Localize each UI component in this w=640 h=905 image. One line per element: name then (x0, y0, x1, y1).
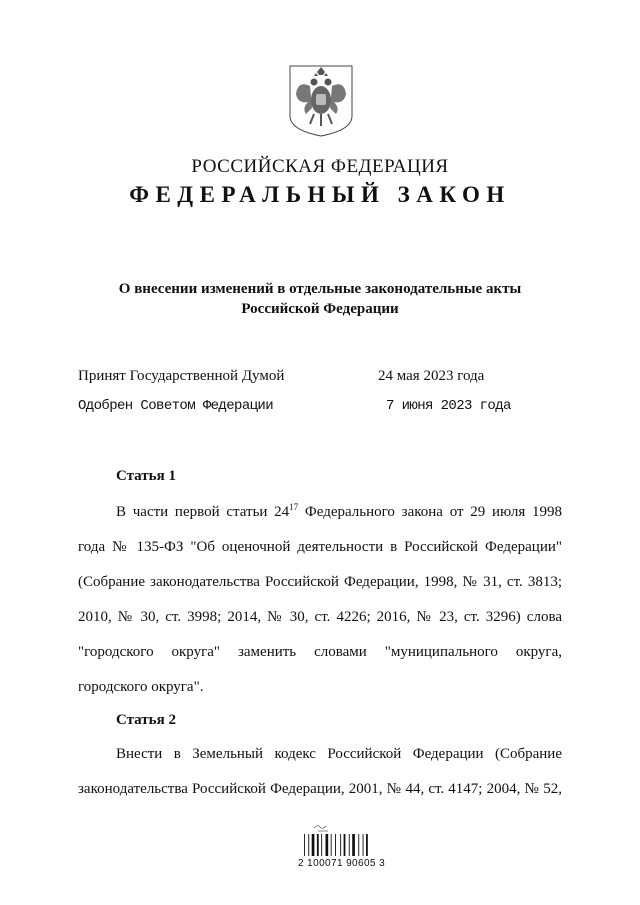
title-line: Российской Федерации (241, 301, 399, 317)
superscript: 17 (289, 502, 299, 512)
article-1-line: "городского округа" заменить словами "муниципального округа, (78, 644, 562, 660)
article-2-heading: Статья 2 (116, 712, 176, 728)
article-1-line (116, 504, 562, 521)
adopted-by-label: Принят Государственной Думой (78, 368, 285, 384)
article-1-line: года № 135-ФЗ "Об оценочной деятельности в Российской Федерации" (78, 539, 562, 555)
adopted-date: 24 мая 2023 года (378, 368, 485, 384)
article-1-line: (Собрание законодательства Российской Федерации, 1998, № 31, ст. 3813; (78, 574, 562, 590)
article-2-line: Внести в Земельный кодекс Российской Федерации (Собрание (116, 746, 562, 762)
article-1-line: 2010, № 30, ст. 3998; 2014, № 30, ст. 4226; 2016, № 23, ст. 3296) слова (78, 609, 562, 625)
text-fragment: В части первой статьи 24 (116, 504, 290, 520)
coat-of-arms-emblem (288, 64, 354, 138)
country-name: РОССИЙСКАЯ ФЕДЕРАЦИЯ (191, 156, 449, 177)
title-line: О внесении изменений в отдельные законодательные акты (118, 281, 522, 297)
barcode-number: 2 100071 90605 3 (298, 858, 386, 869)
document-type: ФЕДЕРАЛЬНЫЙ ЗАКОН (129, 182, 511, 207)
barcode (300, 822, 374, 882)
article-2-line: законодательства Российской Федерации, 2001, № 44, ст. 4147; 2004, № 52, (78, 781, 562, 797)
barcode-bars (300, 822, 374, 856)
article-1-line: городского округа". (78, 679, 204, 695)
approved-date: 7 июня 2023 года (386, 398, 511, 414)
article-1-heading: Статья 1 (116, 468, 176, 484)
approved-by-label: Одобрен Советом Федерации (78, 398, 274, 414)
text-fragment: Федерального закона от 29 июля 1998 (298, 504, 562, 520)
document-title (0, 279, 640, 319)
